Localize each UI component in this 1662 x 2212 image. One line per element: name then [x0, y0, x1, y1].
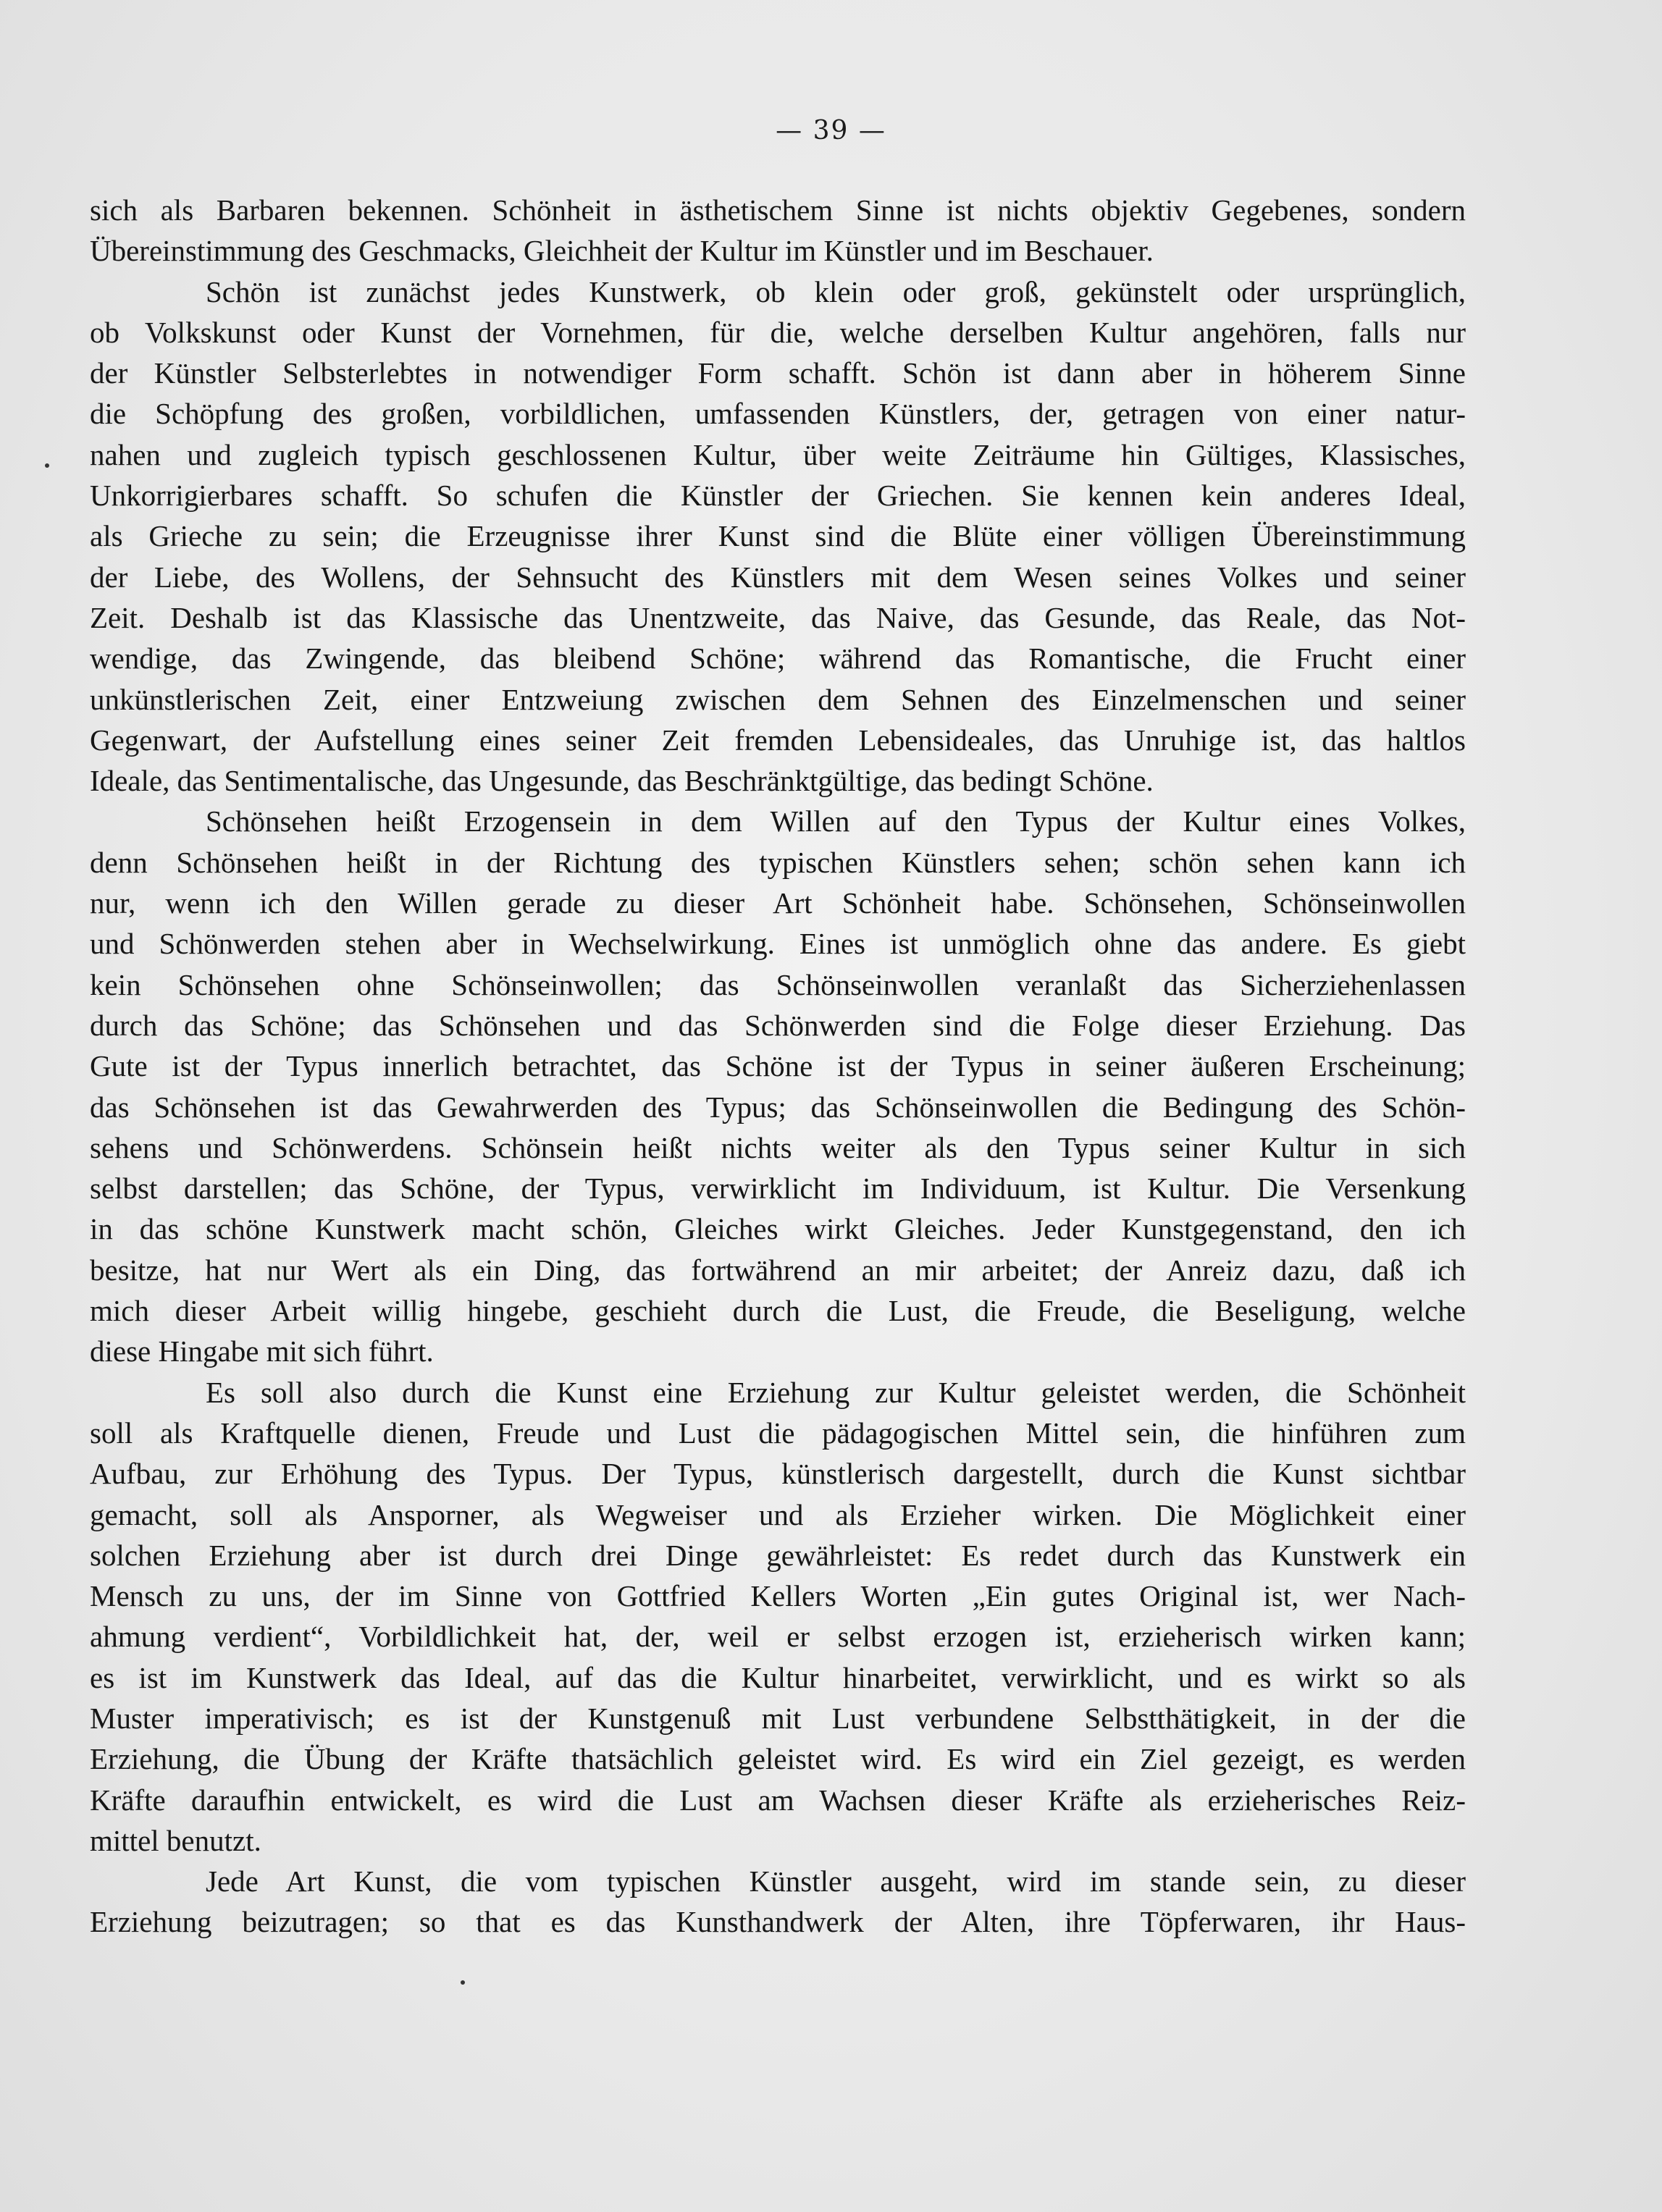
- text-line: Unkorrigierbares schafft. So schufen die Künstler der Griechen. Sie kennen kein anderes Ideal,: [90, 479, 1466, 513]
- text-line: der Liebe, des Wollens, der Sehnsucht des Künstlers mit dem Wesen seines Volkes und seiner: [90, 560, 1466, 594]
- text-line: Aufbau, zur Erhöhung des Typus. Der Typus, künstlerisch dargestellt, durch die Kunst sichtbar: [90, 1457, 1466, 1491]
- text-line: Gute ist der Typus innerlich betrachtet, das Schöne ist der Typus in seiner äußeren Erscheinung;: [90, 1049, 1466, 1083]
- text-line: wendige, das Zwingende, das bleibend Schöne; während das Romantische, die Frucht einer: [90, 642, 1466, 676]
- text-line: Übereinstimmung des Geschmacks, Gleichheit der Kultur im Künstler und im Beschauer.: [90, 234, 1154, 268]
- text-line: als Grieche zu sein; die Erzeugnisse ihrer Kunst sind die Blüte einer völligen Übereinstimmung: [90, 519, 1466, 553]
- text-line: ob Volkskunst oder Kunst der Vornehmen, für die, welche derselben Kultur angehören, falls nur: [90, 315, 1466, 349]
- paragraph-start-line: Schön ist zunächst jedes Kunstwerk, ob klein oder groß, gekünstelt oder ursprünglich,: [206, 274, 1466, 308]
- text-line: soll als Kraftquelle dienen, Freude und Lust die pädagogischen Mittel sein, die hinführen zum: [90, 1416, 1466, 1450]
- text-line: mich dieser Arbeit willig hingebe, geschieht durch die Lust, die Freude, die Beseligung, welche: [90, 1294, 1466, 1328]
- ink-speck: [461, 1980, 465, 1985]
- text-line: nahen und zugleich typisch geschlossenen Kultur, über weite Zeiträume hin Gültiges, Klassisches,: [90, 437, 1466, 471]
- text-line: Ideale, das Sentimentalische, das Ungesunde, das Beschränktgültige, das bedingt Schöne.: [90, 764, 1154, 798]
- text-line: Erziehung beizutragen; so that es das Kunsthandwerk der Alten, ihre Töpferwaren, ihr Haus-: [90, 1905, 1466, 1939]
- paragraph-start-line: Es soll also durch die Kunst eine Erziehung zur Kultur geleistet werden, die Schönheit: [206, 1375, 1466, 1409]
- paragraph-start-line: Schönsehen heißt Erzogensein in dem Willen auf den Typus der Kultur eines Volkes,: [206, 804, 1466, 838]
- text-line: in das schöne Kunstwerk macht schön, Gleiches wirkt Gleiches. Jeder Kunstgegenstand, den ich: [90, 1212, 1466, 1246]
- page-number: — 39 —: [776, 116, 886, 146]
- text-line: nur, wenn ich den Willen gerade zu dieser Art Schönheit habe. Schönsehen, Schönseinwollen: [90, 886, 1466, 920]
- text-line: besitze, hat nur Wert als ein Ding, das fortwährend an mir arbeitet; der Anreiz dazu, daß ich: [90, 1253, 1466, 1287]
- text-line: solchen Erziehung aber ist durch drei Dinge gewährleistet: Es redet durch das Kunstwerk ein: [90, 1538, 1466, 1572]
- text-line: Mensch zu uns, der im Sinne von Gottfried Kellers Worten „Ein gutes Original ist, wer Nach-: [90, 1579, 1466, 1613]
- body-text: [90, 190, 1466, 1943]
- ink-speck: [45, 463, 49, 468]
- text-line: gemacht, soll als Ansporner, als Wegweiser und als Erzieher wirken. Die Möglichkeit einer: [90, 1497, 1466, 1531]
- text-line: sich als Barbaren bekennen. Schönheit in ästhetischem Sinne ist nichts objektiv Gegebenes, sondern: [90, 193, 1466, 227]
- text-line: diese Hingabe mit sich führt.: [90, 1334, 434, 1368]
- paragraph-start-line: Jede Art Kunst, die vom typischen Künstler ausgeht, wird im stande sein, zu dieser: [206, 1864, 1466, 1898]
- text-line: sehens und Schönwerdens. Schönsein heißt nichts weiter als den Typus seiner Kultur in sich: [90, 1130, 1466, 1164]
- text-line: Erziehung, die Übung der Kräfte thatsächlich geleistet wird. Es wird ein Ziel gezeigt, es werden: [90, 1742, 1466, 1776]
- text-line: selbst darstellen; das Schöne, der Typus, verwirklicht im Individuum, ist Kultur. Die Versenkung: [90, 1172, 1466, 1206]
- text-line: Muster imperativisch; es ist der Kunstgenuß mit Lust verbundene Selbstthätigkeit, in der die: [90, 1701, 1466, 1735]
- text-line: die Schöpfung des großen, vorbildlichen, umfassenden Künstlers, der, getragen von einer natur-: [90, 397, 1466, 431]
- text-line: und Schönwerden stehen aber in Wechselwirkung. Eines ist unmöglich ohne das andere. Es giebt: [90, 927, 1466, 961]
- text-line: ahmung verdient“, Vorbildlichkeit hat, der, weil er selbst erzogen ist, erzieherisch wirken kann;: [90, 1620, 1466, 1654]
- text-line: unkünstlerischen Zeit, einer Entzweiung zwischen dem Sehnen des Einzelmenschen und seiner: [90, 682, 1466, 716]
- text-line: mittel benutzt.: [90, 1823, 261, 1857]
- text-line: denn Schönsehen heißt in der Richtung des typischen Künstlers sehen; schön sehen kann ich: [90, 845, 1466, 879]
- text-line: kein Schönsehen ohne Schönseinwollen; das Schönseinwollen veranlaßt das Sicherziehenlassen: [90, 967, 1466, 1001]
- text-line: das Schönsehen ist das Gewahrwerden des Typus; das Schönseinwollen die Bedingung des Schön-: [90, 1090, 1466, 1124]
- text-line: durch das Schöne; das Schönsehen und das Schönwerden sind die Folge dieser Erziehung. Das: [90, 1008, 1466, 1042]
- text-line: es ist im Kunstwerk das Ideal, auf das die Kultur hinarbeitet, verwirklicht, und es wirkt so als: [90, 1660, 1466, 1694]
- text-line: der Künstler Selbsterlebtes in notwendiger Form schafft. Schön ist dann aber in höherem Sinne: [90, 356, 1466, 390]
- text-line: Kräfte daraufhin entwickelt, es wird die Lust am Wachsen dieser Kräfte als erzieherisches Reiz-: [90, 1783, 1466, 1817]
- text-line: Gegenwart, der Aufstellung eines seiner Zeit fremden Lebensideales, das Unruhige ist, das haltlos: [90, 723, 1466, 757]
- text-line: Zeit. Deshalb ist das Klassische das Unentzweite, das Naive, das Gesunde, das Reale, das Not-: [90, 600, 1466, 634]
